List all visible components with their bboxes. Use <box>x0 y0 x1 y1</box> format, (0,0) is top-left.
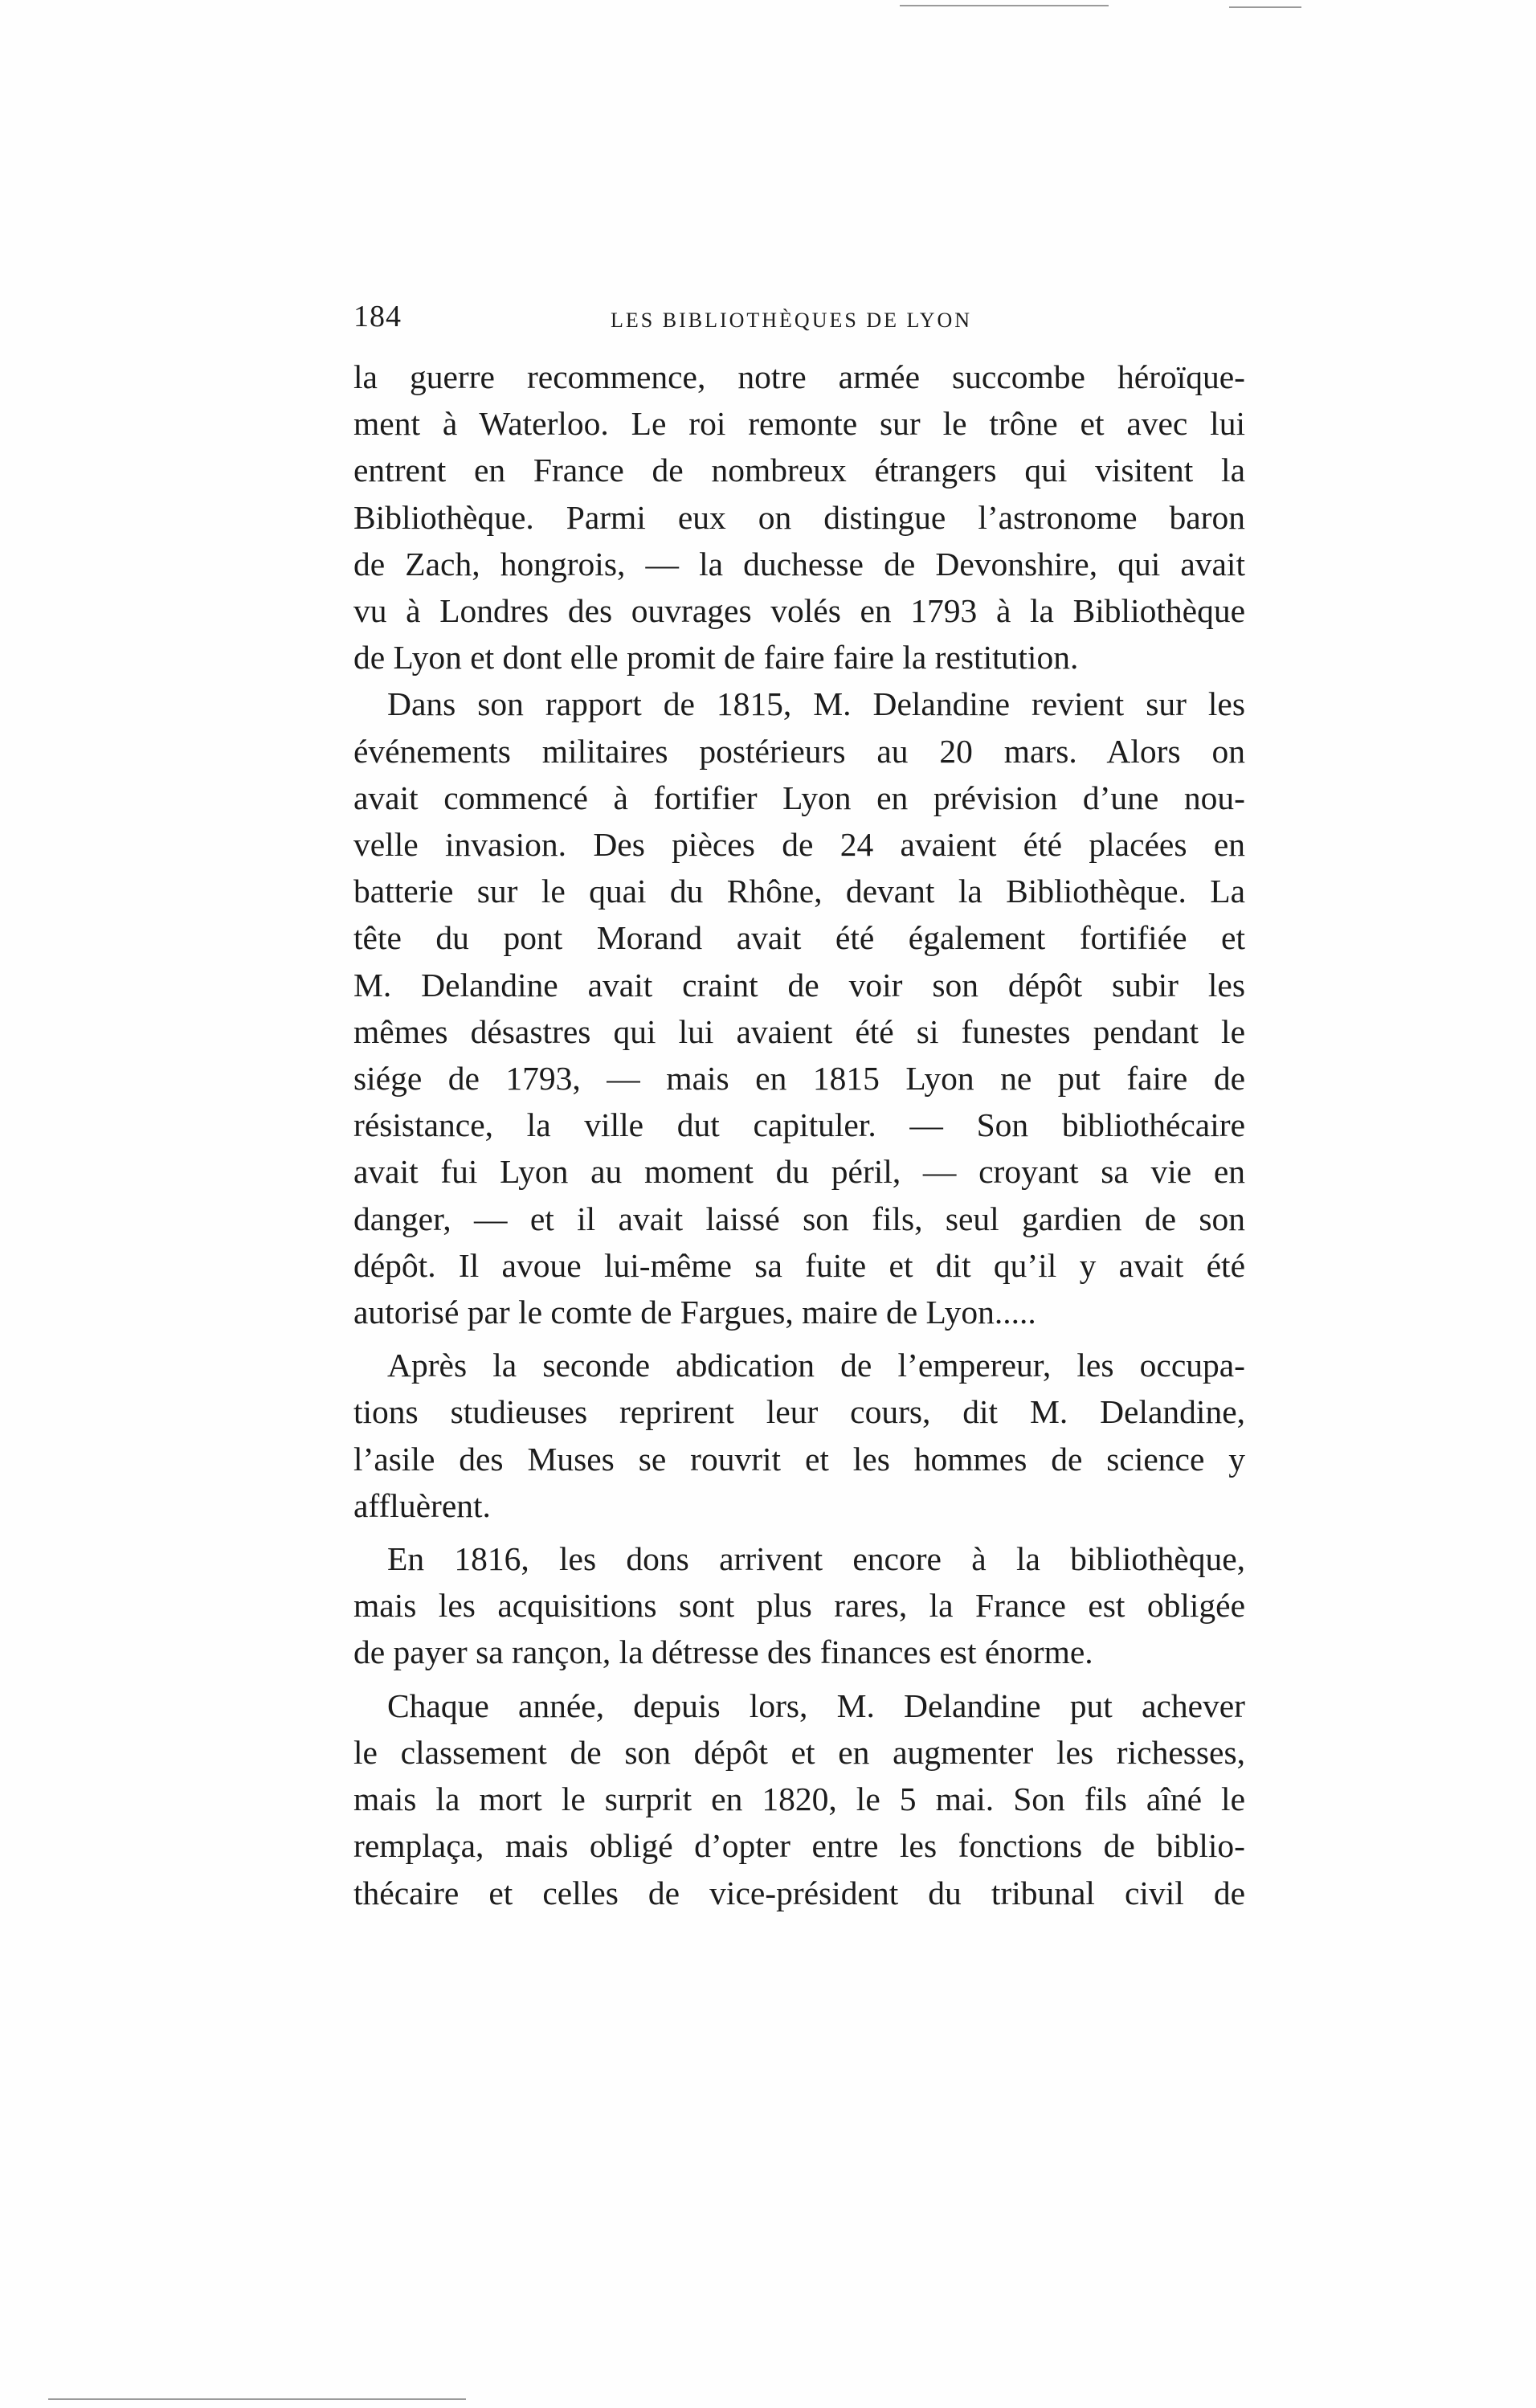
text-line: danger, — et il avait laissé son fils, seul gardien de son <box>353 1200 1245 1237</box>
text-line: tête du pont Morand avait été également fortifiée et <box>353 919 1245 957</box>
text-line: velle invasion. Des pièces de 24 avaient été placées en <box>353 826 1245 864</box>
text-line: Après la seconde abdication de l’empereur, les occupa- <box>387 1347 1245 1384</box>
text-line: la guerre recommence, notre armée succombe héroïque- <box>353 358 1245 395</box>
text-line: mais les acquisitions sont plus rares, la France est obligée <box>353 1587 1245 1625</box>
text-line: Bibliothèque. Parmi eux on distingue l’astronome baron <box>353 498 1245 536</box>
scan-artifact-bottom <box>48 2398 466 2400</box>
text-line: de Lyon et dont elle promit de faire faire la restitution. <box>353 639 1079 677</box>
text-line: En 1816, les dons arrivent encore à la bibliothèque, <box>387 1540 1245 1578</box>
text-line: Chaque année, depuis lors, M. Delandine put achever <box>387 1686 1245 1724</box>
scan-artifact-top-right <box>1229 6 1301 8</box>
text-line: siége de 1793, — mais en 1815 Lyon ne put faire de <box>353 1060 1245 1098</box>
body-text <box>353 354 1245 1916</box>
text-line: de Zach, hongrois, — la duchesse de Devonshire, qui avait <box>353 545 1245 583</box>
text-line: avait commencé à fortifier Lyon en prévision d’une nou- <box>353 779 1245 816</box>
text-line: tions studieuses reprirent leur cours, dit M. Delandine, <box>353 1393 1245 1431</box>
text-line: autorisé par le comte de Fargues, maire de Lyon..... <box>353 1294 1036 1331</box>
paragraph-2 <box>353 681 1245 1335</box>
page-number: 184 <box>353 300 402 333</box>
page-header <box>353 299 1261 347</box>
text-line: dépôt. Il avoue lui-même sa fuite et dit qu’il y avait été <box>353 1246 1245 1284</box>
paragraph-4 <box>353 1535 1245 1676</box>
text-line: entrent en France de nombreux étrangers qui visitent la <box>353 452 1245 489</box>
text-line: vu à Londres des ouvrages volés en 1793 à la Bibliothèque <box>353 592 1245 630</box>
scan-artifact-top <box>900 5 1109 6</box>
text-line: de payer sa rançon, la détresse des finances est énorme. <box>353 1633 1093 1671</box>
text-line: avait fui Lyon au moment du péril, — croyant sa vie en <box>353 1153 1245 1191</box>
text-line: thécaire et celles de vice-président du tribunal civil de <box>353 1874 1245 1911</box>
paragraph-3 <box>353 1342 1245 1529</box>
paragraph-5 <box>353 1682 1245 1916</box>
running-head: LES BIBLIOTHÈQUES DE LYON <box>611 309 973 332</box>
text-line: le classement de son dépôt et en augmenter les richesses, <box>353 1733 1245 1771</box>
text-line: Dans son rapport de 1815, M. Delandine revient sur les <box>387 685 1245 723</box>
text-line: résistance, la ville dut capituler. — Son bibliothécaire <box>353 1106 1245 1144</box>
text-line: batterie sur le quai du Rhône, devant la Bibliothèque. La <box>353 873 1245 910</box>
text-line: M. Delandine avait craint de voir son dépôt subir les <box>353 966 1245 1004</box>
text-line: l’asile des Muses se rouvrit et les hommes de science y <box>353 1440 1245 1478</box>
text-line: mais la mort le surprit en 1820, le 5 mai. Son fils aîné le <box>353 1780 1245 1818</box>
text-line: remplaça, mais obligé d’opter entre les fonctions de biblio- <box>353 1827 1245 1865</box>
text-line: événements militaires postérieurs au 20 mars. Alors on <box>353 732 1245 770</box>
paragraph-1 <box>353 354 1245 681</box>
text-line: ment à Waterloo. Le roi remonte sur le trône et avec lui <box>353 405 1245 443</box>
text-line: mêmes désastres qui lui avaient été si funestes pendant le <box>353 1012 1245 1050</box>
text-line: affluèrent. <box>353 1486 491 1524</box>
